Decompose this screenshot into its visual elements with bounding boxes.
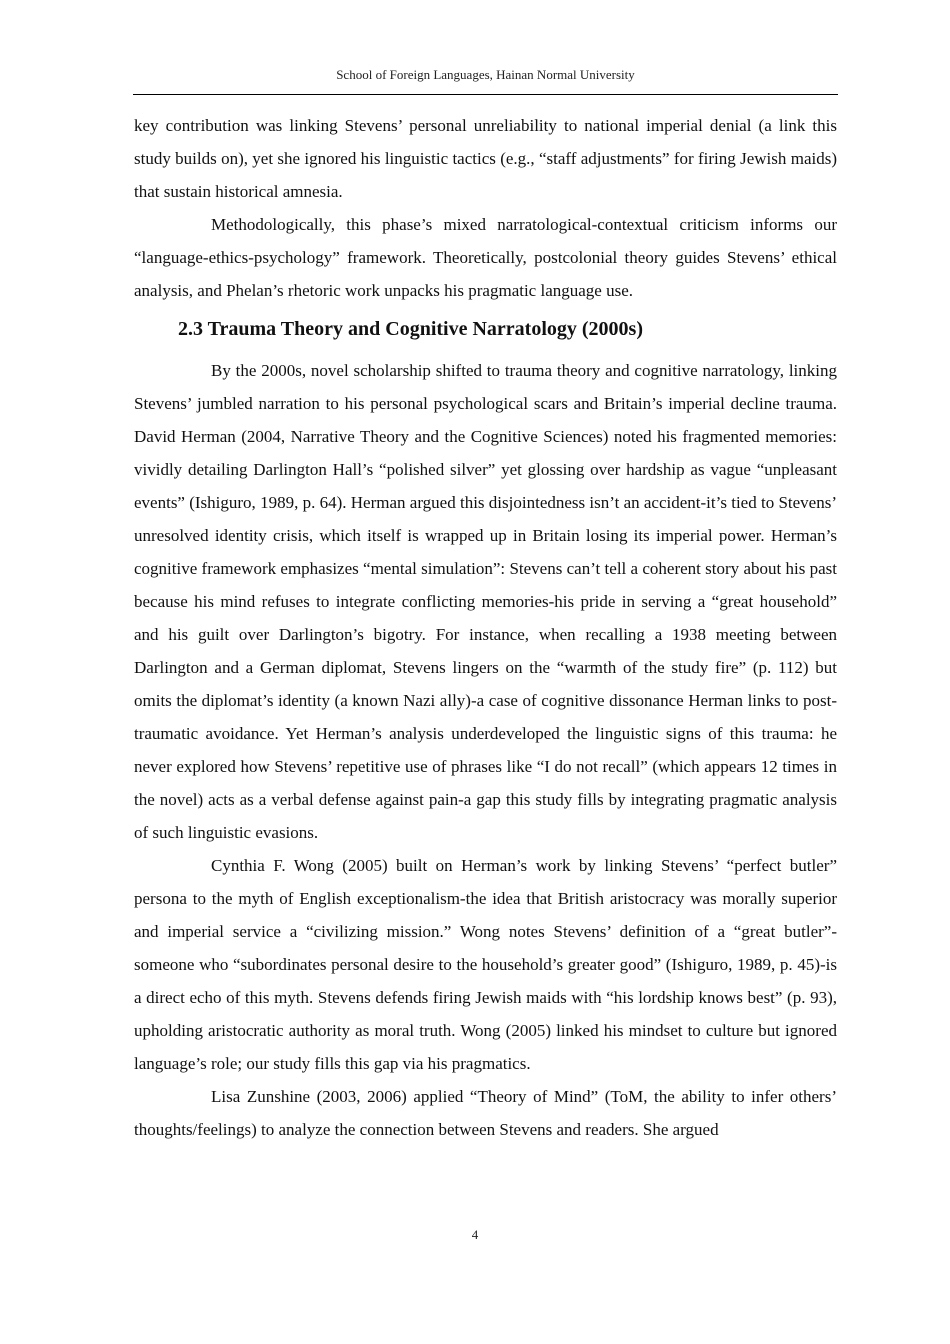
page-number: 4	[471, 1227, 479, 1242]
body-paragraph: By the 2000s, novel scholarship shifted to trauma theory and cognitive narratology, linking Stevens’ jumbled narration to his personal psychological scars and Britain’s imperial decline trauma. David Herman (2004, Narrative Theory and the Cognitive Sciences) noted his fragmented memories: vividly detailing Darlington Hall’s “polished silver” yet glossing over hardship as vague “unpleasant events” (Ishiguro, 1989, p. 64). Herman argued this disjointedness isn’t an accident-it’s tied to Stevens’ unresolved identity crisis, which itself is wrapped up in Britain losing its imperial power. Herman’s cognitive framework emphasizes “mental simulation”: Stevens can’t tell a coherent story about his past because his mind refuses to integrate conflicting memories-his pride in serving a “great household” and his guilt over Darlington’s bigotry. For instance, when recalling a 1938 meeting between Darlington and a German diplomat, Stevens lingers on the “warmth of the study fire” (p. 112) but omits the diplomat’s identity (a known Nazi ally)-a case of cognitive dissonance Herman links to post-traumatic avoidance. Yet Herman’s analysis underdeveloped the linguistic signs of this trauma: he never explored how Stevens’ repetitive use of phrases like “I do not recall” (which appears 12 times in the novel) acts as a verbal defense against pain-a gap this study fills by integrating pragmatic analysis of such linguistic evasions.	[134, 361, 837, 842]
body-paragraph: Methodologically, this phase’s mixed narratological-contextual criticism informs our “language-ethics-psychology” framework. Theoretically, postcolonial theory guides Stevens’ ethical analysis, and Phelan’s rhetoric work unpacks his pragmatic language use.	[134, 215, 837, 300]
body-paragraph: Lisa Zunshine (2003, 2006) applied “Theory of Mind” (ToM, the ability to infer others’ thoughts/feelings) to analyze the connection between Stevens and readers. She argued	[134, 1087, 837, 1139]
running-header: School of Foreign Languages, Hainan Normal University	[336, 67, 635, 82]
section-heading: 2.3 Trauma Theory and Cognitive Narratology (2000s)	[178, 318, 643, 340]
body-content	[134, 109, 837, 1146]
body-paragraph: Cynthia F. Wong (2005) built on Herman’s work by linking Stevens’ “perfect butler” persona to the myth of English exceptionalism-the idea that British aristocracy was morally superior and imperial service a “civilizing mission.” Wong notes Stevens’ definition of a “great butler”-someone who “subordinates personal desire to the household’s greater good” (Ishiguro, 1989, p. 45)-is a direct echo of this myth. Stevens defends firing Jewish maids with “his lordship knows best” (p. 93), upholding aristocratic authority as moral truth. Wong (2005) linked his mindset to culture but ignored language’s role; our study fills this gap via his pragmatics.	[134, 856, 837, 1073]
header-rule	[133, 94, 838, 95]
body-paragraph-continued: key contribution was linking Stevens’ personal unreliability to national imperial denial (a link this study builds on), yet she ignored his linguistic tactics (e.g., “staff adjustments” for firing Jewish maids) that sustain historical amnesia.	[134, 116, 837, 201]
